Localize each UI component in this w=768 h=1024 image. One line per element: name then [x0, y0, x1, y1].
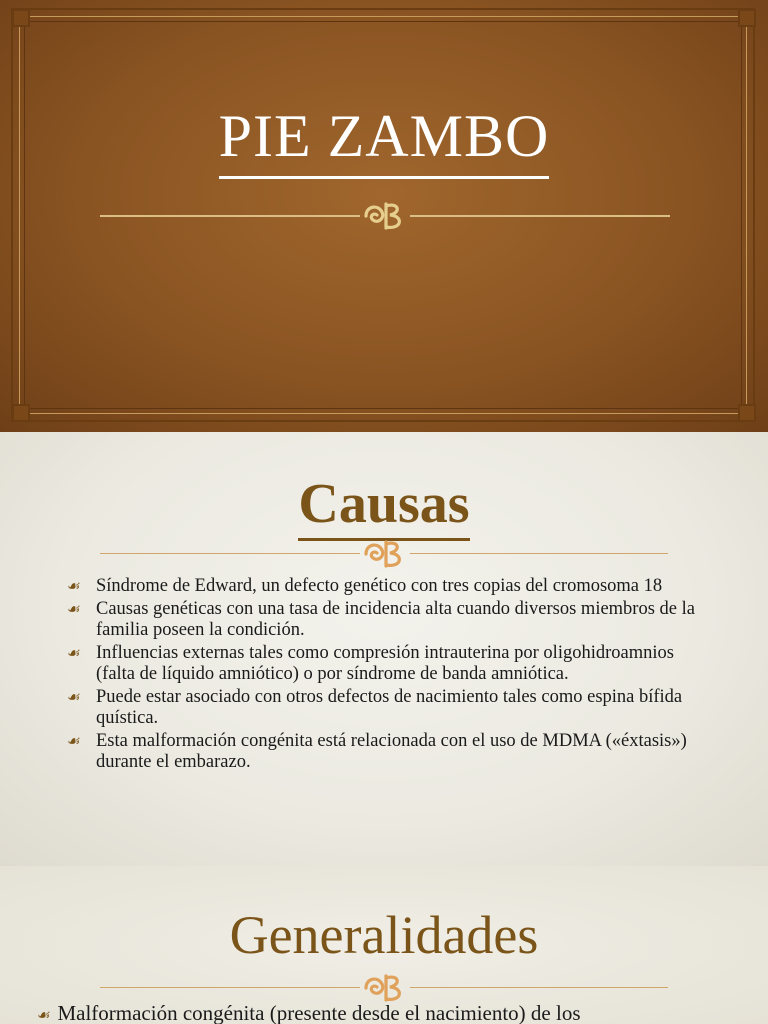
- list-item: ☙ Puede estar asociado con otros defectos de nacimiento tales como espina bífida quística.: [66, 687, 683, 728]
- title-slide: [0, 0, 768, 432]
- frame-corner-top-left: [12, 9, 30, 27]
- slide-title-text: PIE ZAMBO: [219, 96, 550, 179]
- frame-corner-bottom-right: [738, 404, 756, 422]
- bullet-flourish-icon: ☙: [66, 690, 80, 706]
- bullet-flourish-icon: ☙: [66, 579, 80, 595]
- list-item: ☙ Influencias externas tales como compresión intrauterina por oligohidroamnios (falta de líquido amniótico) o por síndrome de banda amniótica.: [66, 643, 674, 684]
- ornament-flourish-icon: [360, 536, 410, 579]
- list-item: ☙ Malformación congénita (presente desde el nacimiento) de los: [36, 1001, 581, 1024]
- bullet-flourish-icon: ☙: [66, 734, 80, 750]
- bullet-flourish-icon: ☙: [66, 646, 80, 662]
- frame-corner-top-right: [738, 9, 756, 27]
- divider-right: [410, 553, 668, 554]
- causes-slide: [0, 432, 768, 866]
- list-item: ☙ Esta malformación congénita está relacionada con el uso de MDMA («éxtasis») durante el embarazo.: [66, 731, 687, 772]
- divider-left: [100, 553, 360, 554]
- bullet-flourish-icon: ☙: [36, 1008, 50, 1024]
- causes-list: [66, 576, 706, 774]
- slide-title: [0, 96, 768, 179]
- overview-title: Generalidades: [229, 905, 539, 965]
- overview-slide: [0, 866, 768, 1024]
- divider-left: [100, 987, 360, 988]
- causes-title: [0, 470, 768, 541]
- divider-right: [410, 987, 668, 988]
- causes-title-text: Causas: [298, 470, 469, 541]
- ornament-flourish-icon: [360, 198, 410, 241]
- bullet-flourish-icon: ☙: [66, 602, 80, 618]
- divider-right: [410, 215, 670, 217]
- divider-left: [100, 215, 360, 217]
- list-item: ☙ Síndrome de Edward, un defecto genético con tres copias del cromosoma 18: [66, 576, 663, 596]
- frame-corner-bottom-left: [12, 404, 30, 422]
- list-item: ☙ Causas genéticas con una tasa de incidencia alta cuando diversos miembros de la familia poseen la condición.: [66, 599, 695, 640]
